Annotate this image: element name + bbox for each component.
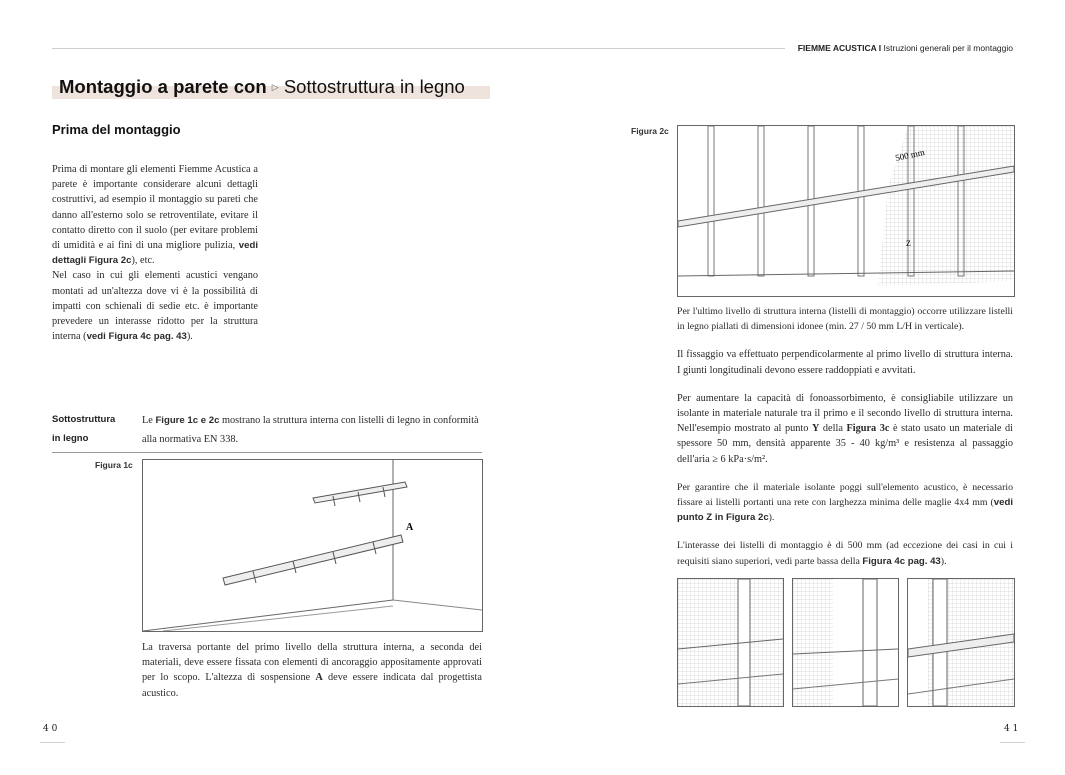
figure-1c-label: Figura 1c xyxy=(95,460,133,470)
right-text xyxy=(677,304,1013,569)
marker-z: Z xyxy=(906,239,911,248)
detail-image-2 xyxy=(792,578,899,707)
header-rule xyxy=(52,48,785,49)
detail-image-3 xyxy=(907,578,1015,707)
title-bold: Montaggio a parete con xyxy=(59,76,267,97)
para-2: Il fissaggio va effettuato perpendicolarmente al primo livello di struttura interna. I giunti longitudinali devono essere raddoppiati e avvitati. xyxy=(677,349,1013,376)
para-5: L'interasse dei listelli di montaggio è di 500 mm (ad eccezione dei casi in cui i requisiti siano superiori, vedi parte bassa della Figura 4c pag. 43). xyxy=(677,540,1013,567)
figure-1c-caption: La traversa portante del primo livello della struttura interna, a seconda dei materiali, deve essere fissata con elementi di ancoraggio appositamente approvati per lo scopo. L'altezza di sospensione A deve essere indicata dal progettista acustico. xyxy=(142,642,482,699)
para-1: Per l'ultimo livello di struttura interna (listelli di montaggio) occorre utilizzare listelli in legno piallati di dimensioni idonee (min. 27 / 50 mm L/H in verticale). xyxy=(677,306,1013,333)
section-heading: Prima del montaggio xyxy=(52,122,181,137)
running-header xyxy=(798,43,1013,53)
brand: FIEMME ACUSTICA I xyxy=(797,43,882,53)
detail-image-1 xyxy=(677,578,784,707)
page-number-right: 4 1 xyxy=(1004,724,1019,734)
page-title xyxy=(59,76,465,98)
footer-rule-right xyxy=(1000,742,1025,743)
marker-a: A xyxy=(406,522,414,533)
triangle-right-icon: ▷ xyxy=(271,82,279,92)
header-subtitle: Istruzioni generali per il montaggio xyxy=(883,43,1013,53)
substructure-text: Le Figure 1c e 2c mostrano la struttura interna con listelli di legno in conformità alla normativa EN 338. xyxy=(142,415,479,445)
intro-text: Prima di montare gli elementi Fiemme Acustica a parete è importante considerare alcuni dettagli costruttivi, ad esempio il montaggio su pareti che danno all'esterno solo se retroventilate, evitare il contatto diretto con il suolo (per evitare problemi di umidità e ai fini di una migliore pulizia, vedi dettagli Figura 2c), etc. Nel caso in cui gli elementi acustici vengano montati ad un'altezza dove vi è la possibilità di impatti con schienali di sedie etc. è importante prevedere un interasse ridotto per la struttura interna (vedi Figura 4c pag. 43). xyxy=(52,164,258,343)
dimension-label: 500 mm xyxy=(894,146,926,163)
figure-2c-label: Figura 2c xyxy=(631,126,669,136)
para-3: Per aumentare la capacità di fonoassorbimento, è consigliabile utilizzare un isolante in materiale naturale tra il primo e il secondo livello di struttura interna. Nell'esempio mostrato al punto Y della Figura 3c è stato usato un materiale di spessore 50 mm, densità apparente 35 - 40 kg/m³ e resistenza al passaggio dell'aria ≥ 6 kPa·s/m². xyxy=(677,392,1013,465)
title-light: Sottostruttura in legno xyxy=(283,76,465,97)
figure-2c xyxy=(677,125,1015,297)
section-rule xyxy=(52,452,482,453)
substructure-label: Sottostruttura in legno xyxy=(52,414,116,444)
wall-batten-drawing xyxy=(143,460,482,631)
figure-1c xyxy=(142,459,483,632)
para-4: Per garantire che il materiale isolante poggi sull'elemento acustico, è necessario fissare ai listelli portanti una rete con larghezza minima delle maglie 4x4 mm (vedi punto Z in Figura 2c). xyxy=(677,481,1013,524)
wall-studs-drawing xyxy=(678,126,1014,296)
page-number-left: 4 0 xyxy=(43,724,58,734)
footer-rule-left xyxy=(40,742,65,743)
